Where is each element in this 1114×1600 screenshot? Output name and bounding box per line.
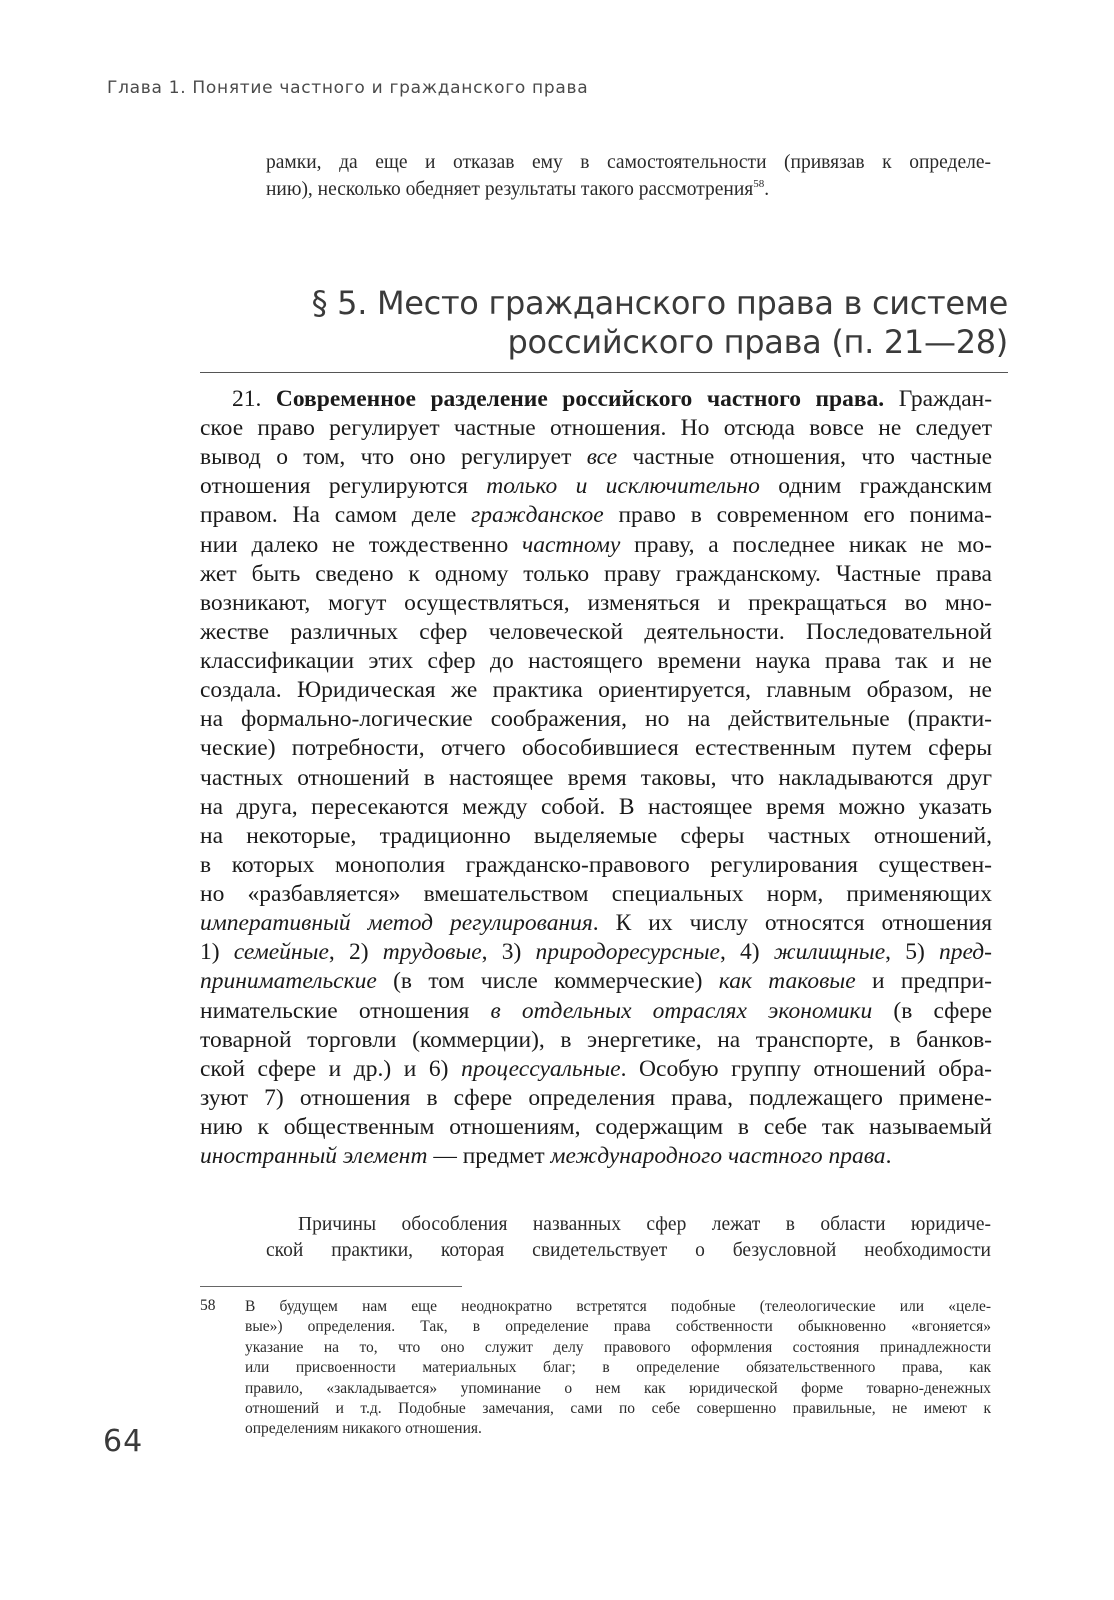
paragraph-line [200,646,992,676]
emphasis: природоресурсные [535,939,720,966]
text-run: (в том числе коммерческие) [376,968,719,995]
text-run: , 2) [328,939,383,966]
footnote-ref: 58 [753,178,765,190]
emphasis: трудовые [382,939,482,966]
emphasis: только и исключительно [486,473,760,500]
text-run: 1) [200,939,234,966]
text-run: нимательские отношения [200,997,491,1024]
text-run: ское право регулирует частные отношения. Но отсюда вовсе не следует [200,415,992,442]
continuation-text: нию), несколько обедняет результаты такого рассмотрения [266,179,754,200]
text-run: нию к общественным отношениям, содержащим в себе так называемый [200,1114,992,1140]
paragraph-line [200,996,992,1026]
paragraph-line [200,442,992,472]
text-run: одним гражданским [759,473,992,500]
footnote-line: или присвоенности материальных благ; в определение обязательственного права, как [245,1359,991,1377]
text-run: на формально-логические соображения, но на действительные (практи- [200,706,992,733]
running-header: Глава 1. Понятие частного и гражданского права [107,78,589,98]
text-run: жестве различных сфер человеческой деятельности. Последовательной [200,618,992,645]
text-run: на некоторые, традиционно выделяемые сферы частных отношений, [200,822,992,849]
paragraph-line [200,500,992,530]
text-run: (в сфере [872,997,992,1024]
paragraph-line [200,966,992,996]
paragraph-line [200,559,992,589]
text-run: частных отношений в настоящее время таковы, что накладываются друг [200,764,992,791]
paragraph-line [200,675,992,705]
paragraph-line [200,733,992,763]
page-number: 64 [103,1424,144,1459]
paragraph-line [200,908,992,938]
emphasis: как таковые [718,968,856,995]
emphasis: международного частного права [550,1143,886,1170]
text-run: Граждан- [884,386,993,412]
text-run: частные отношения, что частные [617,444,992,471]
emphasis: семейные [233,939,329,966]
paragraph-line [200,1054,992,1084]
text-run: ческие) потребности, отчего обособившиеся естественным путем сферы [200,735,992,762]
paragraph-line [200,879,992,909]
paragraph-line [200,588,992,618]
footnote-line: определениям никакого отношения. [245,1420,482,1438]
paragraph-line [232,384,992,414]
small-paragraph-line: Причины обособления названных сфер лежат в области юридиче- [298,1214,991,1235]
paragraph-line [200,1141,891,1171]
text-run: товарной торговли (коммерции), в энергетике, на транспорте, в банков- [200,1026,992,1053]
emphasis: все [586,444,618,471]
footnote-line: вые») определения. Так, в определение права собственности обыкновенно «вгоняется» [245,1318,991,1336]
paragraph-line [200,530,992,560]
footnote-line: В будущем нам еще неоднократно встретятся подобные (телеологические или «целе- [245,1298,991,1315]
text-run: вывод о том, что оно регулирует [200,444,587,471]
section-heading-line2: российского права (п. 21—28) [507,323,1008,361]
text-run: . К их числу относятся отношения [592,910,992,937]
paragraph-line [200,413,992,443]
paragraph-line [200,1112,992,1142]
paragraph-line [200,937,992,967]
heading-rule [200,372,1008,373]
continuation-line: рамки, да еще и отказав ему в самостоятельности (привязав к определе- [266,152,991,173]
emphasis: процессуальные [461,1055,621,1082]
text-run: и предпри- [855,968,992,995]
paragraph-line [200,1083,992,1113]
text-run: . [885,1143,892,1170]
paragraph-line [200,617,992,647]
emphasis: императивный метод регулирования [200,910,593,937]
text-run: классификации этих сфер до настоящего времени наука права так и не [200,648,992,675]
emphasis: пред- [938,939,993,966]
text-run: на друга, пересекаются между собой. В настоящее время можно указать [200,793,992,820]
paragraph-line [200,1025,992,1055]
continuation-end: . [764,179,770,200]
paragraph-line [200,850,992,880]
text-run: , 4) [720,939,774,966]
emphasis: частному [522,531,621,558]
footnote-number: 58 [200,1297,216,1314]
text-run: . Особую группу отношений обра- [620,1055,992,1082]
small-paragraph-line: ской практики, которая свидетельствует о безусловной необходимости [266,1240,991,1261]
paragraph-line [200,821,992,851]
text-run: нии далеко не тождественно [200,531,522,558]
footnote-rule [200,1286,462,1287]
text-run: возникают, могут осуществляться, изменяться и прекращаться во мно- [200,589,992,616]
paragraph-line [200,704,992,734]
emphasis: гражданское [471,502,604,529]
text-run: — предмет [427,1143,551,1170]
footnote-line: правило, «закладывается» упоминание о нем как юридической форме товарно-денежных [245,1379,991,1397]
paragraph-line [200,471,992,501]
paragraph-title: Современное разделение российского частного права. [275,386,885,412]
continuation-line [266,177,769,203]
text-run: жет быть сведено к одному только праву гражданскому. Частные права [200,560,992,587]
text-run: , 5) [885,939,939,966]
paragraph-line [200,792,992,822]
text-run: , 3) [481,939,536,966]
text-run: 21. [232,386,276,412]
paragraph-line [200,763,992,793]
text-run: создала. Юридическая же практика ориентируется, главным образом, не [200,677,992,704]
section-heading-line1: § 5. Место гражданского права в системе [311,284,1008,322]
text-run: отношения регулируются [200,473,487,500]
footnote-line: указание на то, что оно служит делу правового оформления состояния принадлежности [245,1338,991,1356]
text-run: в которых монополия гражданско-правового регулирования существен- [200,851,992,878]
text-run: право в современном его понима- [603,502,992,529]
text-run: ской сфере и др.) и 6) [200,1055,462,1082]
emphasis: иностранный элемент [200,1143,428,1170]
text-run: праву, а последнее никак не мо- [620,531,992,558]
text-run: зуют 7) отношения в сфере определения права, подлежащего примене- [200,1084,992,1111]
emphasis: принимательские [200,968,377,995]
emphasis: в отдельных отраслях экономики [490,997,873,1024]
footnote-line: отношений и т.д. Подобные замечания, сами по себе совершенно правильные, не имеют к [245,1400,991,1417]
text-run: правом. На самом деле [200,502,472,529]
emphasis: жилищные [773,939,886,966]
text-run: но «разбавляется» вмешательством специальных норм, применяющих [200,881,992,908]
